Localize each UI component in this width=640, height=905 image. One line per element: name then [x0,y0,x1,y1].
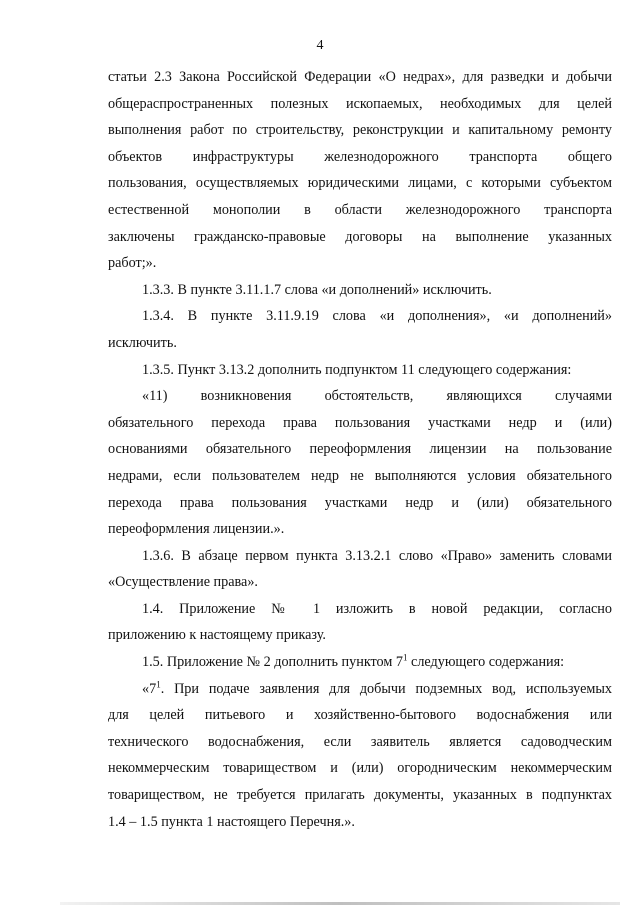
line-text-continued: . При подаче заявления для добычи подземных вод, используемых [160,680,612,697]
document-body [108,64,612,835]
text-line: приложению к настоящему приказу. [108,627,326,644]
text-line: «Осуществление права». [108,574,258,591]
text-line: 1.3.4. В пункте 3.11.9.19 слова «и дополнения», «и дополнений» [142,308,612,325]
text-line: работ;». [108,255,157,272]
line-text: «7 [142,680,157,697]
paragraph-1-3-6 [108,543,612,596]
text-line: общераспространенных полезных ископаемых, необходимых для целей [108,95,612,112]
superscript: 1 [156,678,161,689]
paragraph-subclause-11 [108,383,612,543]
paragraph-1-4 [108,596,612,649]
text-line: статьи 2.3 Закона Российской Федерации «О недрах», для разведки и добычи [108,69,612,85]
text-line: исключить. [108,334,177,351]
paragraph-1-3-4 [108,303,612,356]
line-text: 1.5. Приложение № 2 дополнить пунктом 7 [142,654,403,671]
text-line: перехода права пользования участками недр и (или) обязательного [108,494,612,511]
text-line: для целей питьевого и хозяйственно-бытового водоснабжения или [108,707,612,724]
paragraph-1-5 [108,649,612,676]
text-line: 1.3.5. Пункт 3.13.2 дополнить подпунктом 11 следующего содержания: [142,361,572,378]
text-line: технического водоснабжения, если заявитель является садоводческим [108,733,612,750]
paragraph-1-3-3 [108,277,612,304]
line-text-continued: следующего содержания: [407,654,565,671]
text-line: 1.3.3. В пункте 3.11.1.7 слова «и дополнений» исключить. [142,281,492,298]
paragraph-continuation [108,64,612,277]
text-line: переоформления лицензии.». [108,521,285,538]
superscript: 1 [402,652,408,663]
text-line [108,649,612,676]
text-line: «11) возникновения обстоятельств, являющихся случаями [142,388,612,405]
text-line: некоммерческим товариществом и (или) огородническим некоммерческим [108,760,612,777]
text-line: основаниями обязательного переоформления лицензии на пользование [108,441,612,458]
text-line: заключены гражданско-правовые договоры на выполнение указанных [108,228,612,245]
text-line: недрами, если пользователем недр не выполняются условия обязательного [108,467,612,484]
text-line: 1.4 – 1.5 пункта 1 настоящего Перечня.». [108,813,355,830]
text-line [108,676,612,703]
text-line: 1.3.6. В абзаце первом пункта 3.13.2.1 слово «Право» заменить словами [142,547,612,564]
text-line: 1.4. Приложение № 1 изложить в новой редакции, согласно [142,600,612,617]
text-line: выполнения работ по строительству, реконструкции и капитальному ремонту [108,122,612,139]
text-line: пользования, осуществляемых юридическими лицами, с которыми субъектом [108,175,612,192]
paragraph-1-3-5 [108,357,612,384]
page-number: 4 [316,38,324,53]
text-line: товариществом, не требуется прилагать документы, указанных в подпунктах [108,787,612,804]
paragraph-clause-7-1 [108,676,612,836]
text-line: естественной монополии в области железнодорожного транспорта [108,201,612,218]
text-line: объектов инфраструктуры железнодорожного транспорта общего [108,148,612,165]
text-line: обязательного перехода права пользования участками недр и (или) [108,414,612,431]
